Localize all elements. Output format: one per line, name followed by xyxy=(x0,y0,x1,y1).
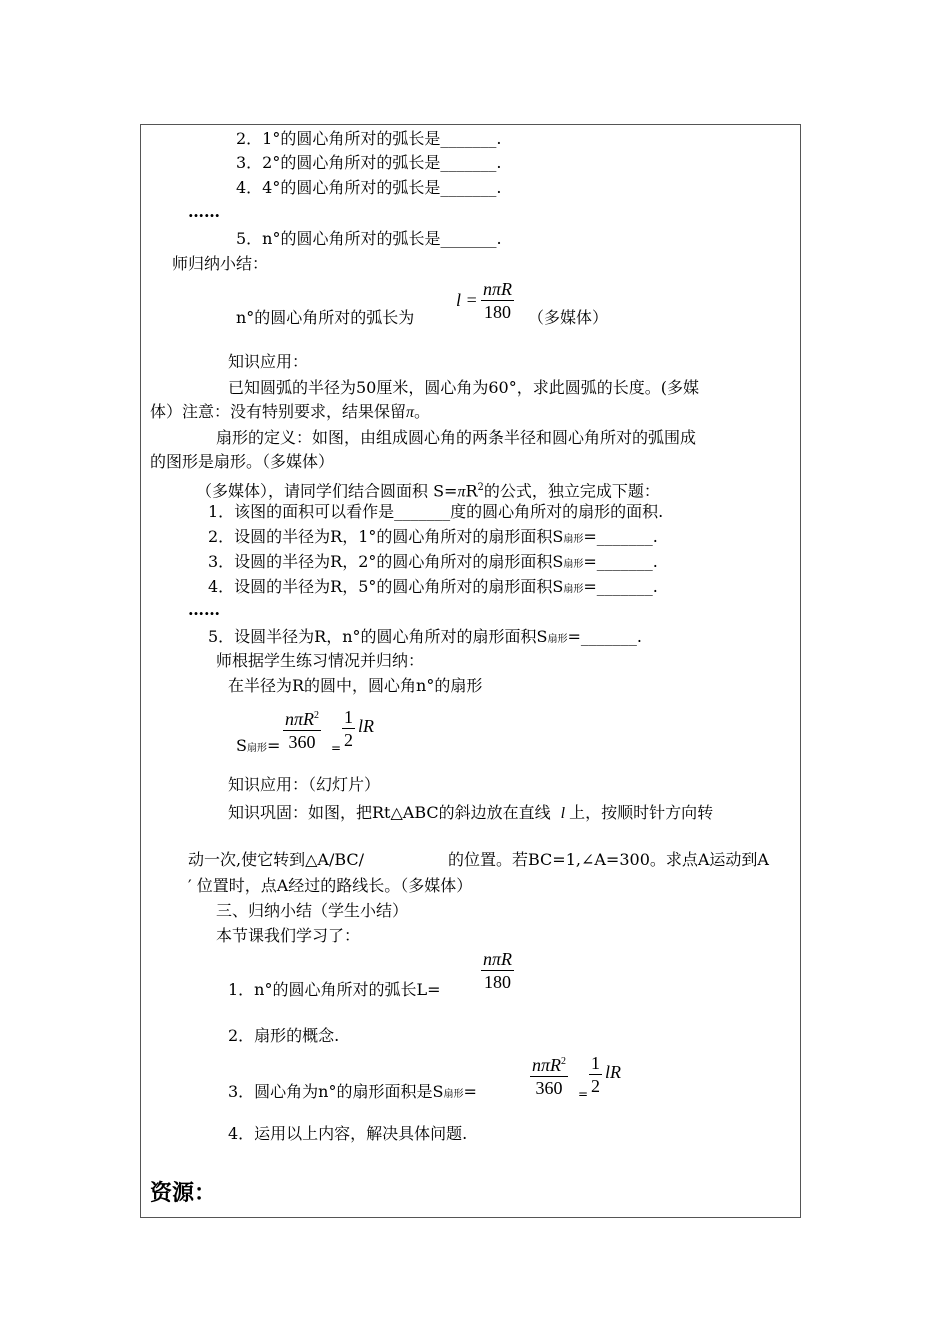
task-intro-c: 的公式，独立完成下题： xyxy=(483,481,660,501)
sector-denominator: 360 xyxy=(535,1078,563,1098)
sector-area-fraction xyxy=(283,705,321,753)
summary-1: 1．n°的圆心角所对的弧长L= xyxy=(228,980,441,999)
sector-numerator xyxy=(283,705,321,730)
line-3: 3．2°的圆心角所对的弧长是_______. xyxy=(236,153,502,172)
consolidate-line xyxy=(228,803,713,824)
summary-2: 2．扇形的概念. xyxy=(228,1026,340,1045)
arc-length-fraction xyxy=(481,278,514,323)
problem-1-line-b xyxy=(150,402,430,423)
lr-term: lR xyxy=(605,1062,621,1082)
sector-denominator: 360 xyxy=(288,732,316,752)
npir-text: nπR xyxy=(285,709,315,729)
summary-3-text: 3．圆心角为n°的扇形面积是S xyxy=(228,1082,444,1101)
square-sup: 2 xyxy=(314,710,320,721)
lr-term: lR xyxy=(358,716,374,736)
sector-numerator xyxy=(530,1051,568,1076)
s-label: S xyxy=(236,736,247,755)
multimedia-note-1: （多媒体） xyxy=(528,308,609,327)
sector-subscript: 扇形 xyxy=(547,634,568,645)
ellipsis-2: …… xyxy=(188,600,220,619)
consolidate-text: 知识巩固：如图，把Rt△ABC的斜边放在直线 xyxy=(228,803,551,822)
pi-symbol: π xyxy=(457,483,466,501)
sector-area-label xyxy=(236,736,280,759)
learned-text: 本节课我们学习了： xyxy=(216,926,361,945)
problem-1-line-a: 已知圆弧的半径为50厘米，圆心角为60°，求此圆弧的长度。(多媒 xyxy=(228,378,699,397)
sector-subscript: 扇形 xyxy=(246,743,267,754)
question-2-text: 2．设圆的半径为R，1°的圆心角所对的扇形面积S xyxy=(208,527,564,546)
sector-definition-b: 的图形是扇形。（多媒体） xyxy=(150,452,335,471)
question-5 xyxy=(208,627,642,650)
knowledge-apply-2: 知识应用：（幻灯片） xyxy=(228,775,381,794)
question-3-text: 3．设圆的半径为R，2°的圆心角所对的扇形面积S xyxy=(208,552,564,571)
problem-1-end: 。 xyxy=(414,402,431,421)
square-sup: 2 xyxy=(561,1056,567,1067)
section-3-heading: 三、归纳小结（学生小结） xyxy=(216,901,409,920)
line-l: l xyxy=(560,805,566,822)
equals-sign: = xyxy=(463,1082,477,1101)
sector-subscript: 扇形 xyxy=(563,559,584,570)
in-circle-text: 在半径为R的圆中，圆心角n°的扇形 xyxy=(228,676,483,695)
npir-text: nπR xyxy=(532,1055,562,1075)
summary-heading: 师归纳小结： xyxy=(172,254,269,273)
question-4 xyxy=(208,577,658,600)
arc-formula-text: n°的圆心角所对的弧长为 xyxy=(236,308,415,327)
content-frame xyxy=(140,124,801,1218)
sector-definition-a: 扇形的定义：如图，由组成圆心角的两条半径和圆心角所对的弧围成 xyxy=(216,428,697,447)
rotate-line-a: 动一次,使它转到△A/BC/ xyxy=(188,850,365,869)
line-2: 2．1°的圆心角所对的弧长是_______. xyxy=(236,129,502,148)
sector-subscript: 扇形 xyxy=(443,1089,464,1100)
equals-sign: = xyxy=(266,736,281,755)
summary-3 xyxy=(228,1082,477,1105)
consolidate-tail: 上，按顺时针方向转 xyxy=(569,803,714,822)
question-4-tail: =_______. xyxy=(583,577,658,596)
knowledge-apply-1: 知识应用： xyxy=(228,352,309,371)
task-intro xyxy=(196,478,660,502)
line-4: 4．4°的圆心角所对的弧长是_______. xyxy=(236,178,502,197)
question-5-text: 5．设圆半径为R，n°的圆心角所对的扇形面积S xyxy=(208,627,548,646)
arc-denominator: 180 xyxy=(484,302,511,322)
question-4-text: 4．设圆的半径为R，5°的圆心角所对的扇形面积S xyxy=(208,577,564,596)
question-3-tail: =_______. xyxy=(583,552,658,571)
arc-numerator: nπR xyxy=(483,279,513,299)
sector-subscript: 扇形 xyxy=(563,584,584,595)
summary-4: 4．运用以上内容，解决具体问题. xyxy=(228,1124,468,1143)
question-2-tail: =_______. xyxy=(583,527,658,546)
task-intro-a: （多媒体），请同学们结合圆面积 S= xyxy=(196,481,458,501)
arc-numerator: nπR xyxy=(483,949,513,969)
arc-formula-lhs: l = xyxy=(456,290,478,310)
rotate-line-c: ′ 位置时，点A经过的路线长。（多媒体） xyxy=(188,876,473,895)
line-5: 5．n°的圆心角所对的弧长是_______. xyxy=(236,229,502,248)
resources-heading: 资源： xyxy=(150,1181,217,1206)
question-1: 1．该图的面积可以看作是_______度的圆心角所对的扇形的面积. xyxy=(208,502,664,521)
half-numerator: 1 xyxy=(591,1053,600,1073)
half-fraction xyxy=(589,1052,602,1097)
task-intro-r: R xyxy=(465,481,478,501)
task-intro-sup: 2 xyxy=(477,482,484,493)
half-denominator: 2 xyxy=(344,730,353,750)
half-fraction xyxy=(342,706,355,751)
equals-sign: = xyxy=(331,741,342,755)
arc-denominator: 180 xyxy=(484,972,511,992)
summary-arc-fraction xyxy=(481,948,514,993)
sector-subscript: 扇形 xyxy=(563,534,584,545)
question-3 xyxy=(208,552,658,575)
question-2 xyxy=(208,527,658,550)
ellipsis-1: …… xyxy=(188,202,220,221)
summary-sector-fraction xyxy=(530,1051,568,1099)
question-5-tail: =_______. xyxy=(567,627,642,646)
rotate-line-b: 的位置。若BC=1,∠A=300。求点A运动到A xyxy=(448,850,769,869)
problem-1-text: 体）注意：没有特别要求，结果保留 xyxy=(150,402,407,421)
half-denominator: 2 xyxy=(591,1076,600,1096)
pi-symbol: π xyxy=(406,404,415,421)
equals-sign: = xyxy=(578,1087,589,1101)
teacher-summary: 师根据学生练习情况并归纳： xyxy=(216,651,425,670)
half-numerator: 1 xyxy=(344,707,353,727)
